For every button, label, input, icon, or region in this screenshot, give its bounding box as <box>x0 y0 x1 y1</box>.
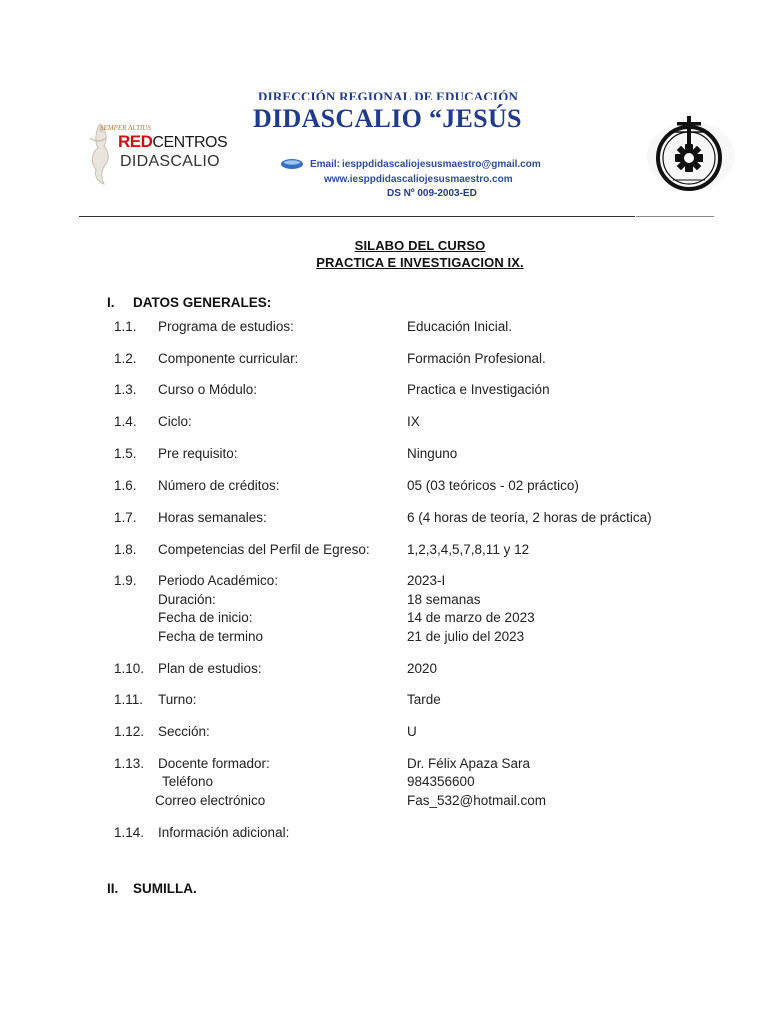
institution-line: DIRECCIÓN REGIONAL DE EDUCACIÓN <box>258 89 519 100</box>
syllabus-title: SILABO DEL CURSO <box>354 238 486 253</box>
institution-name: DIDASCALIO “JESÚS <box>253 104 522 133</box>
header-divider <box>79 216 635 217</box>
gear-emblem-icon <box>643 114 739 192</box>
email-icon <box>280 158 304 170</box>
course-title: PRACTICA E INVESTIGACION IX. <box>316 255 524 270</box>
red-centros-logo: SEMPER ALTIUS REDCENTROS DIDASCALIO <box>84 118 224 188</box>
decree-number: DS Nº 009-2003-ED <box>387 188 477 199</box>
email-link[interactable]: iesppdidascaliojesusmaestro@gmail.com <box>342 158 541 170</box>
email-link[interactable]: Fas_532@hotmail.com <box>407 793 547 808</box>
institution-emblem <box>643 114 739 192</box>
header-divider-end <box>636 216 714 217</box>
contact-block: Email: iesppdidascaliojesusmaestro@gmail.com www.iesppdidascaliojesusmaestro.com DS Nº 009-2003-ED <box>280 158 560 199</box>
website-link[interactable]: www.iesppdidascaliojesusmaestro.com <box>324 174 513 185</box>
